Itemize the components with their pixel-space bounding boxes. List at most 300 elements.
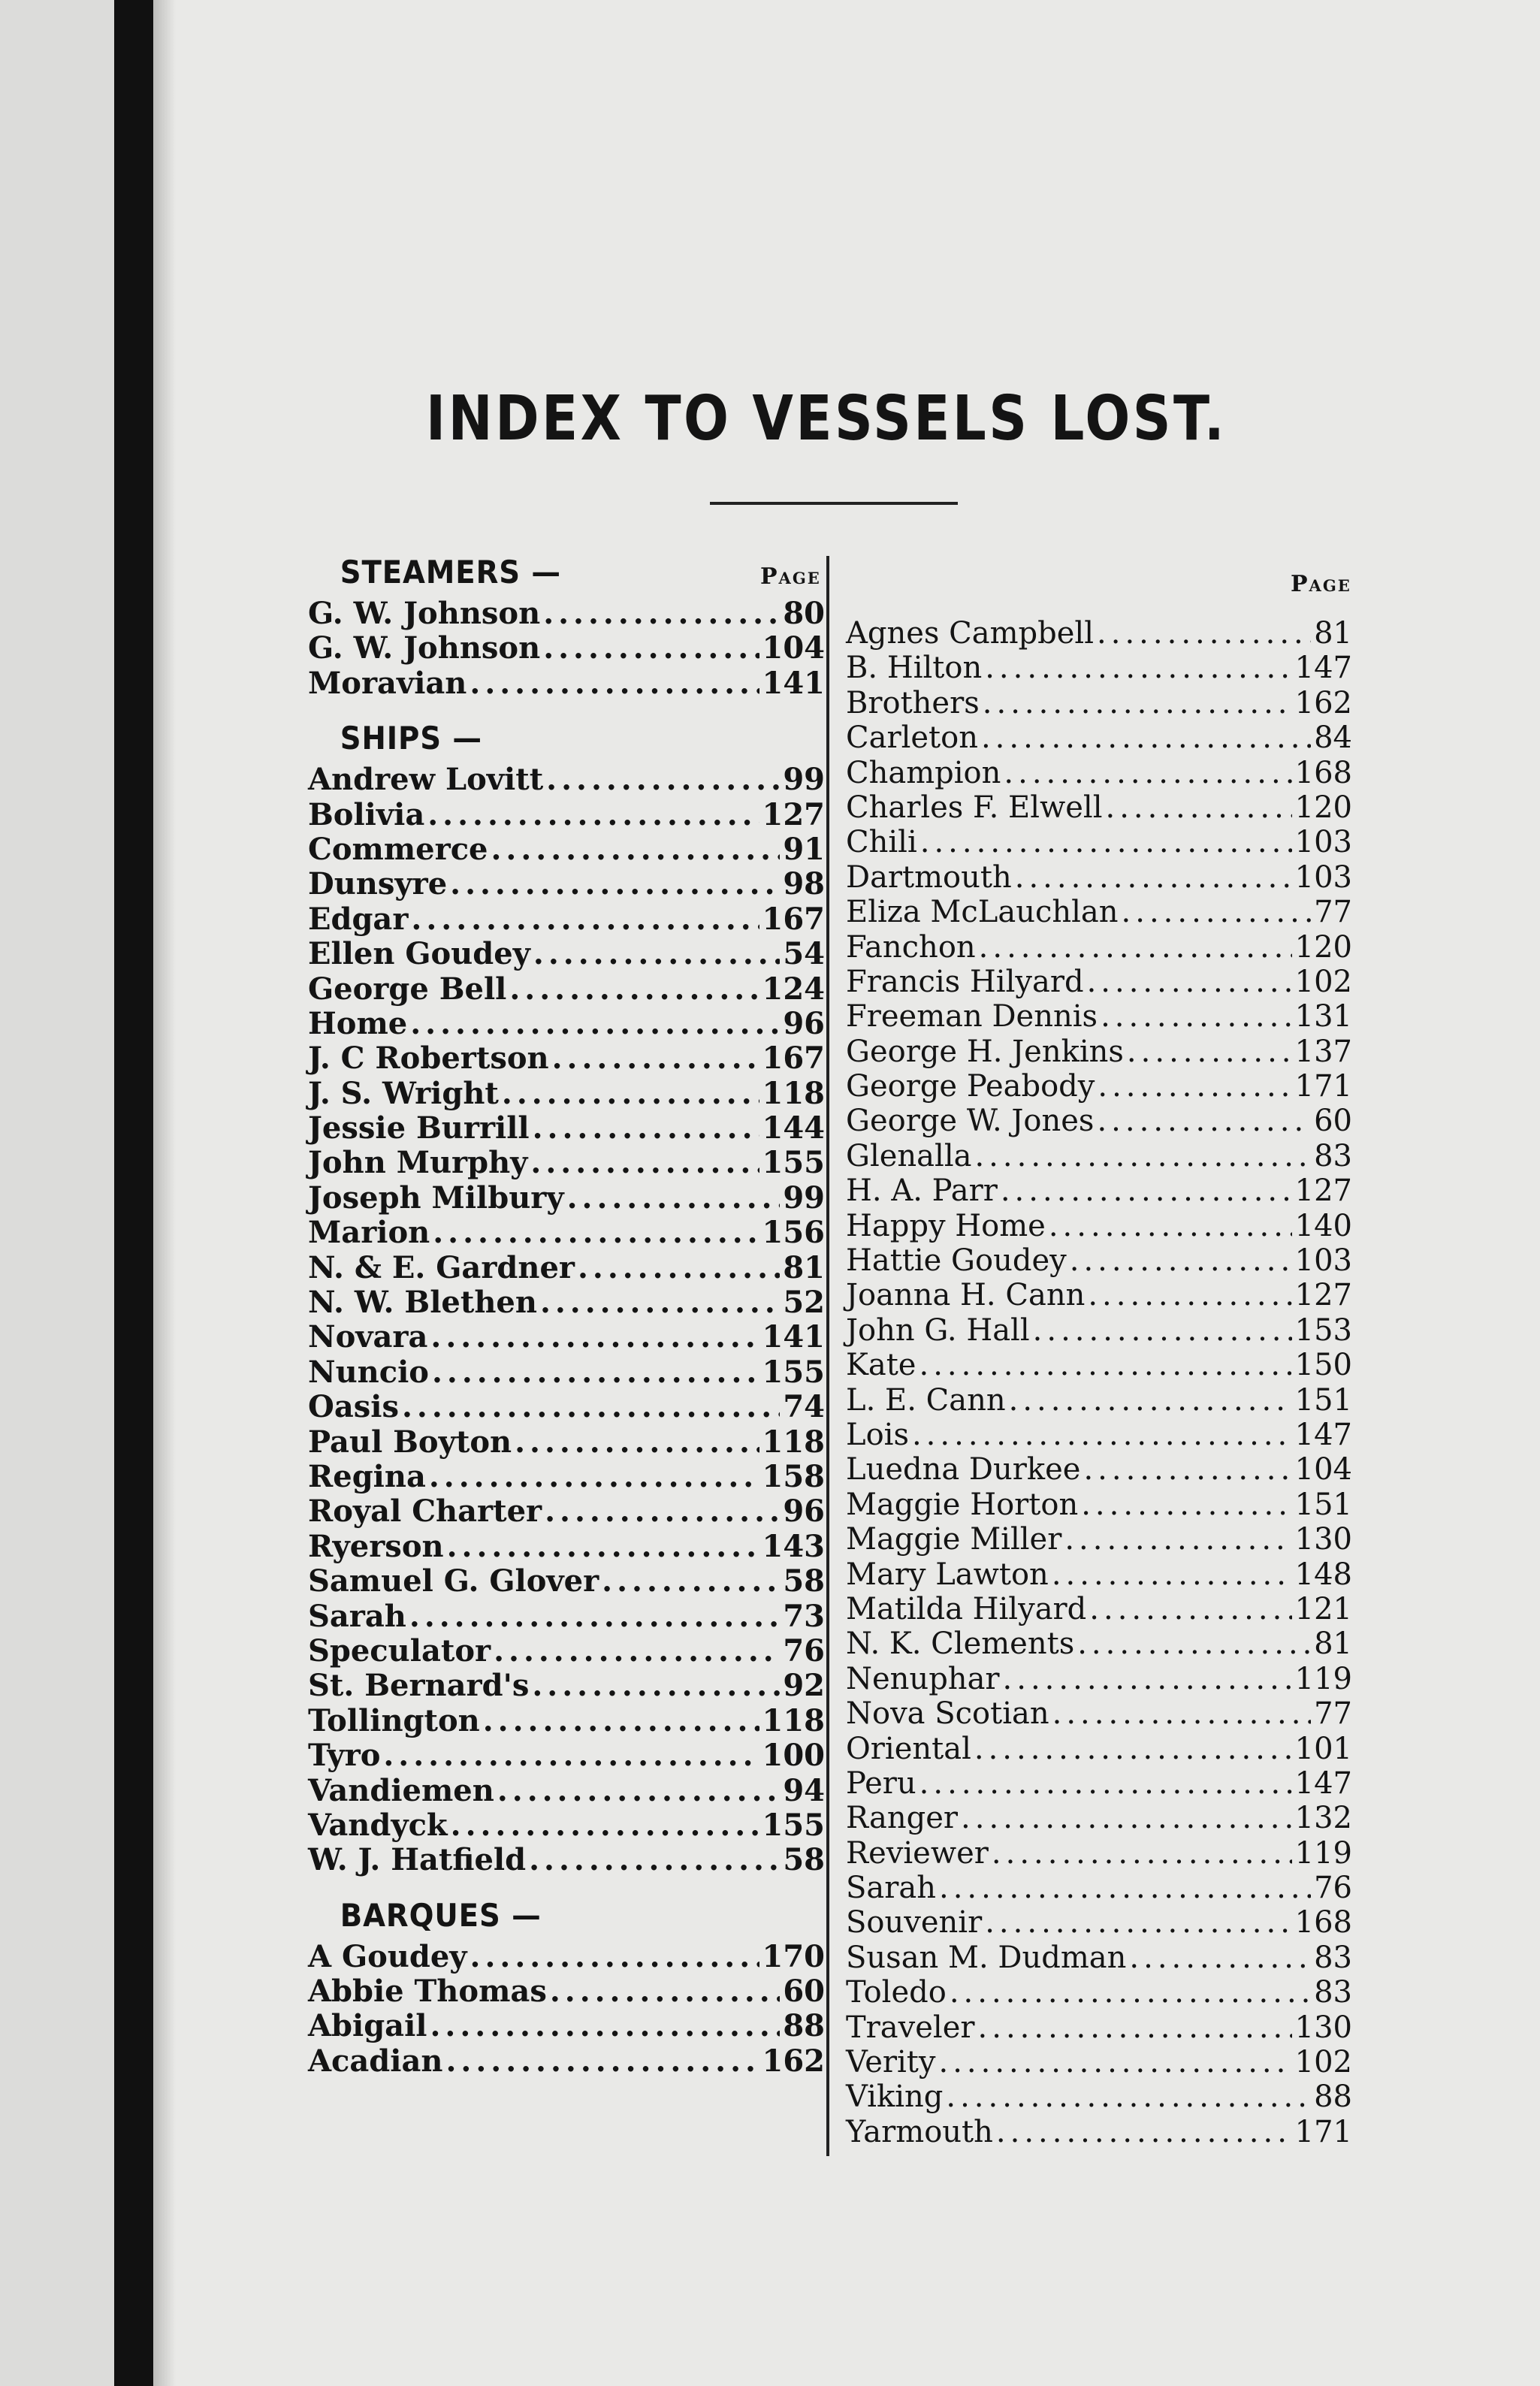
gutter-shadow — [153, 0, 176, 2386]
vessel-name: W. J. Hatfield — [308, 1842, 527, 1878]
page-number: 100 — [762, 1738, 825, 1774]
entry-list — [294, 1940, 829, 2079]
vessel-name: Nuncio — [308, 1354, 429, 1390]
dot-leader — [543, 631, 759, 666]
vessel-name: Ryerson — [308, 1528, 444, 1564]
page-number: 102 — [1294, 964, 1352, 999]
dot-leader — [483, 1704, 759, 1738]
vessel-name: G. W. Johnson — [308, 630, 541, 666]
vessel-name: Fanchon — [846, 929, 976, 965]
page-number: 171 — [1294, 1069, 1352, 1104]
dot-leader — [985, 1905, 1291, 1940]
vessel-name: Brothers — [846, 685, 980, 720]
index-entry — [832, 1592, 1357, 1626]
index-entry — [832, 930, 1357, 965]
dot-leader — [1081, 1487, 1291, 1522]
page-number: 101 — [1294, 1731, 1352, 1766]
vessel-name: Eliza McLauchlan — [846, 895, 1119, 930]
index-entry — [294, 1564, 829, 1599]
vessel-name: Freeman Dennis — [846, 999, 1098, 1034]
dot-leader — [1088, 1278, 1291, 1312]
vessel-name: Oriental — [846, 1731, 971, 1766]
page-number: 153 — [1294, 1312, 1352, 1348]
dot-leader — [552, 1041, 759, 1076]
page-number: 158 — [762, 1458, 825, 1494]
vessel-name: Souvenir — [846, 1905, 983, 1941]
index-entry — [294, 631, 829, 666]
index-entry — [294, 1077, 829, 1111]
index-entry — [294, 666, 829, 701]
page-number: 162 — [1294, 685, 1352, 720]
vessel-name: Moravian — [308, 665, 467, 701]
vessel-name: Speculator — [308, 1632, 491, 1669]
index-entry — [294, 1530, 829, 1564]
dot-leader — [1052, 1696, 1311, 1731]
dot-leader — [1009, 1383, 1292, 1418]
index-entry — [832, 616, 1357, 651]
dot-leader — [1052, 1557, 1292, 1592]
page-number: 119 — [1294, 1835, 1352, 1871]
page-number: 88 — [783, 2008, 825, 2044]
vessel-name: George Bell — [308, 971, 507, 1007]
page-number: 148 — [1294, 1557, 1352, 1592]
page-number: 94 — [783, 1772, 825, 1808]
vessel-name: Hattie Goudey — [846, 1243, 1067, 1279]
dot-leader — [1004, 756, 1291, 790]
index-entry — [294, 1940, 829, 1974]
page-number: 92 — [783, 1668, 825, 1704]
page-number: 171 — [1294, 2114, 1352, 2149]
page-number: 130 — [1294, 1522, 1352, 1557]
dot-leader — [1087, 965, 1292, 999]
page-number: 76 — [783, 1632, 825, 1669]
dot-leader — [920, 825, 1292, 859]
index-entry — [294, 1355, 829, 1390]
index-entry — [294, 1425, 829, 1460]
index-entry — [832, 1871, 1357, 1905]
page-number: 124 — [762, 971, 825, 1007]
page-number: 96 — [783, 1494, 825, 1530]
index-entry — [832, 1452, 1357, 1487]
index-entry — [832, 1732, 1357, 1766]
vessel-name: Charles F. Elwell — [846, 790, 1103, 825]
vessel-name: Vandiemen — [308, 1772, 494, 1808]
index-entry — [294, 1704, 829, 1738]
index-entry — [294, 2044, 829, 2079]
vessel-name: Abigail — [308, 2008, 427, 2044]
dot-leader — [545, 1494, 780, 1529]
vessel-name: Toledo — [846, 1975, 947, 2010]
page-number: 127 — [1294, 1278, 1352, 1313]
page-number: 83 — [1314, 1975, 1352, 2010]
index-entry — [832, 1069, 1357, 1104]
vessel-name: Abbie Thomas — [308, 1974, 547, 2010]
vessel-section — [294, 1892, 829, 2079]
index-entry — [832, 651, 1357, 685]
index-entry — [294, 763, 829, 797]
dot-leader — [451, 1808, 759, 1843]
page-number: 118 — [762, 1702, 825, 1738]
page-number: 151 — [1294, 1487, 1352, 1522]
page-number: 77 — [1314, 1696, 1352, 1732]
dot-leader — [985, 651, 1291, 685]
vessel-name: Nenuphar — [846, 1661, 1000, 1696]
right-column — [832, 616, 1357, 2149]
index-entry — [832, 720, 1357, 755]
page-number: 127 — [762, 796, 825, 832]
entry-list — [832, 616, 1357, 2149]
vessel-name: Edgar — [308, 901, 409, 937]
page-number: 147 — [1294, 1765, 1352, 1801]
vessel-name: Traveler — [846, 2010, 975, 2045]
vessel-name: Sarah — [846, 1871, 936, 1906]
page-number: 155 — [762, 1807, 825, 1843]
vessel-name: Tyro — [308, 1738, 381, 1774]
page-number: 118 — [762, 1424, 825, 1460]
vessel-name: Joseph Milbury — [308, 1179, 564, 1216]
index-entry — [832, 1696, 1357, 1731]
index-entry — [294, 937, 829, 971]
page-number: 96 — [783, 1005, 825, 1041]
index-entry — [832, 1313, 1357, 1348]
dot-leader — [1001, 1173, 1292, 1208]
index-entry — [832, 2079, 1357, 2114]
dot-leader — [602, 1564, 780, 1599]
index-entry — [294, 1494, 829, 1529]
page-number: 162 — [762, 2043, 825, 2079]
section-heading: BARQUES — — [340, 1896, 542, 1934]
index-entry — [832, 965, 1357, 999]
index-entry — [294, 832, 829, 867]
dot-leader — [1015, 860, 1292, 895]
index-entry — [832, 1348, 1357, 1382]
page-number: 99 — [783, 1179, 825, 1216]
title-rule — [710, 502, 958, 505]
vessel-name: J. C Robertson — [308, 1040, 549, 1077]
index-entry — [832, 1139, 1357, 1173]
dot-leader — [950, 1975, 1311, 2010]
index-entry — [294, 902, 829, 937]
dot-leader — [550, 1974, 780, 2009]
vessel-name: George W. Jones — [846, 1104, 1095, 1139]
index-entry — [832, 1173, 1357, 1208]
vessel-name: B. Hilton — [846, 651, 983, 686]
index-entry — [294, 798, 829, 832]
vessel-name: Vandyck — [308, 1807, 448, 1843]
index-entry — [832, 1104, 1357, 1138]
page-number: 155 — [762, 1354, 825, 1390]
vessel-section — [294, 548, 829, 701]
vessel-name: Dunsyre — [308, 866, 448, 902]
page-number: 127 — [1294, 1173, 1352, 1209]
index-entry — [832, 2010, 1357, 2045]
index-entry — [832, 1034, 1357, 1069]
dot-leader — [543, 596, 780, 631]
dot-leader — [946, 2079, 1311, 2114]
dot-leader — [530, 1146, 759, 1180]
entry-list — [294, 763, 829, 1878]
page-number: 104 — [1294, 1452, 1352, 1487]
index-entry — [832, 1383, 1357, 1418]
dot-leader — [445, 2044, 759, 2079]
page-number: 58 — [783, 1842, 825, 1878]
index-entry — [294, 1111, 829, 1146]
vessel-name: H. A. Parr — [846, 1173, 998, 1209]
dot-leader — [1098, 1069, 1291, 1104]
vessel-name: Francis Hilyard — [846, 964, 1084, 999]
vessel-name: Regina — [308, 1458, 426, 1494]
dot-leader — [1003, 1662, 1292, 1696]
page-number: 98 — [783, 866, 825, 902]
dot-leader — [992, 1836, 1292, 1871]
page-number: 54 — [783, 936, 825, 972]
vessel-name: George Peabody — [846, 1069, 1095, 1104]
page-number: 81 — [1314, 616, 1352, 651]
dot-leader — [983, 686, 1292, 720]
index-entry — [294, 1599, 829, 1634]
page-number: 120 — [1294, 790, 1352, 825]
page-number: 58 — [783, 1563, 825, 1599]
index-entry — [832, 2115, 1357, 2149]
vessel-name: G. W. Johnson — [308, 596, 541, 631]
index-entry — [832, 790, 1357, 825]
vessel-name: Luedna Durkee — [846, 1452, 1081, 1487]
binding-gutter — [114, 0, 153, 2386]
index-entry — [832, 1941, 1357, 1975]
vessel-name: Maggie Horton — [846, 1487, 1079, 1522]
dot-leader — [410, 1007, 780, 1041]
index-entry — [832, 2045, 1357, 2079]
dot-leader — [938, 2045, 1291, 2079]
dot-leader — [978, 2010, 1292, 2045]
dot-leader — [1033, 1313, 1292, 1348]
vessel-name: Glenalla — [846, 1138, 972, 1173]
dot-leader — [919, 1348, 1291, 1382]
index-entry — [832, 1418, 1357, 1452]
vessel-name: Acadian — [308, 2043, 443, 2079]
page-number: 140 — [1294, 1208, 1352, 1243]
dot-leader — [961, 1801, 1292, 1835]
page-number: 119 — [1294, 1661, 1352, 1696]
index-entry — [294, 1146, 829, 1180]
index-entry — [294, 1460, 829, 1494]
index-entry — [294, 2009, 829, 2043]
dot-leader — [919, 1766, 1292, 1801]
dot-leader — [567, 1181, 781, 1216]
dot-leader — [502, 1077, 759, 1111]
index-entry — [832, 860, 1357, 895]
page-number: 168 — [1294, 755, 1352, 790]
dot-leader — [546, 763, 780, 797]
index-entry — [832, 1801, 1357, 1835]
index-entry — [832, 1836, 1357, 1871]
vessel-name: Mary Lawton — [846, 1557, 1049, 1592]
page-number: 102 — [1294, 2045, 1352, 2080]
page-number: 147 — [1294, 651, 1352, 686]
vessel-name: Tollington — [308, 1702, 480, 1738]
page-number: 168 — [1294, 1905, 1352, 1941]
index-entry — [832, 1662, 1357, 1696]
section-heading: SHIPS — — [340, 720, 482, 757]
dot-leader — [450, 867, 780, 902]
vessel-name: Paul Boyton — [308, 1424, 512, 1460]
page-number: 150 — [1294, 1348, 1352, 1383]
dot-leader — [532, 1669, 780, 1703]
vessel-name: Maggie Miller — [846, 1522, 1062, 1557]
vessel-name: Ellen Goudey — [308, 936, 530, 972]
page-number: 137 — [1294, 1034, 1352, 1069]
dot-leader — [540, 1285, 780, 1320]
section-heading: STEAMERS — — [340, 554, 561, 590]
index-entry — [832, 1905, 1357, 1940]
dot-leader — [491, 832, 781, 867]
page-number: 120 — [1294, 929, 1352, 965]
page-number: 80 — [783, 596, 825, 631]
vessel-name: N. & E. Gardner — [308, 1249, 575, 1285]
page-number: 77 — [1314, 895, 1352, 930]
dot-leader — [383, 1738, 759, 1773]
entry-list — [294, 596, 829, 701]
page-number: 170 — [762, 1938, 825, 1974]
dot-leader — [912, 1418, 1292, 1452]
dot-leader — [1129, 1941, 1311, 1975]
index-entry — [832, 999, 1357, 1034]
vessel-name: Dartmouth — [846, 859, 1012, 895]
dot-leader — [974, 1732, 1292, 1766]
page-number: 88 — [1314, 2079, 1352, 2115]
index-entry — [294, 596, 829, 631]
vessel-name: N. K. Clements — [846, 1626, 1075, 1662]
vessel-name: Novara — [308, 1319, 428, 1355]
dot-leader — [447, 1530, 759, 1564]
page-number: 76 — [1314, 1871, 1352, 1906]
dot-leader — [1089, 1592, 1291, 1626]
left-column — [294, 548, 829, 2092]
dot-leader — [409, 1599, 780, 1634]
page-number: 141 — [762, 1319, 825, 1355]
dot-leader — [1122, 895, 1312, 929]
page-number: 52 — [783, 1285, 825, 1321]
dot-leader — [1097, 616, 1311, 651]
vessel-name: Susan M. Dudman — [846, 1940, 1127, 1975]
index-entry — [294, 1808, 829, 1843]
page-number: 103 — [1294, 859, 1352, 895]
vessel-name: Commerce — [308, 831, 488, 867]
vessel-name: L. E. Cann — [846, 1382, 1006, 1418]
index-entry — [294, 1738, 829, 1773]
index-entry — [294, 1251, 829, 1285]
index-entry — [294, 1181, 829, 1216]
dot-leader — [981, 720, 1311, 755]
vessel-name: Andrew Lovitt — [308, 762, 544, 798]
page-number: 151 — [1294, 1382, 1352, 1418]
index-entry — [832, 825, 1357, 859]
page-number: 147 — [1294, 1417, 1352, 1452]
vessel-name: Home — [308, 1005, 408, 1041]
index-entry — [832, 1209, 1357, 1243]
page-number: 130 — [1294, 2010, 1352, 2045]
dot-leader — [996, 2115, 1292, 2149]
vessel-name: Lois — [846, 1417, 909, 1452]
vessel-name: Yarmouth — [846, 2114, 993, 2149]
vessel-name: John Murphy — [308, 1145, 528, 1181]
index-entry — [832, 686, 1357, 720]
page-number: 81 — [1314, 1626, 1352, 1662]
dot-leader — [939, 1871, 1311, 1905]
vessel-name: N. W. Blethen — [308, 1285, 537, 1321]
page-number: 60 — [1314, 1104, 1352, 1139]
page-number: 132 — [1294, 1801, 1352, 1836]
page-number: 143 — [762, 1528, 825, 1564]
page-number: 131 — [1294, 999, 1352, 1034]
vessel-name: John G. Hall — [846, 1312, 1030, 1348]
index-entry — [294, 1390, 829, 1424]
index-entry — [832, 1766, 1357, 1801]
vessel-name: George H. Jenkins — [846, 1034, 1124, 1069]
dot-leader — [427, 798, 759, 832]
vessel-section — [294, 714, 829, 1878]
page-column-label-right: Page — [1291, 571, 1351, 597]
vessel-name: Carleton — [846, 720, 978, 756]
page-number: 60 — [783, 1974, 825, 2010]
page-number: 121 — [1294, 1591, 1352, 1626]
vessel-name: Verity — [846, 2045, 936, 2080]
dot-leader — [1127, 1034, 1292, 1069]
page-number: 167 — [762, 901, 825, 937]
page-number: 156 — [762, 1215, 825, 1251]
dot-leader — [432, 1355, 759, 1390]
vessel-name: Royal Charter — [308, 1494, 542, 1530]
vessel-name: Sarah — [308, 1598, 406, 1634]
dot-leader — [494, 1634, 780, 1669]
page-number: 73 — [783, 1598, 825, 1634]
vessel-name: A Goudey — [308, 1938, 467, 1974]
vessel-name: Nova Scotian — [846, 1696, 1049, 1732]
dot-leader — [430, 1320, 759, 1355]
vessel-name: Marion — [308, 1215, 430, 1251]
vessel-name: St. Bernard's — [308, 1668, 530, 1704]
vessel-name: Samuel G. Glover — [308, 1563, 599, 1599]
dot-leader — [1105, 790, 1291, 825]
dot-leader — [515, 1425, 759, 1460]
dot-leader — [429, 1460, 759, 1494]
vessel-name: Peru — [846, 1765, 916, 1801]
index-entry — [832, 1243, 1357, 1278]
vessel-name: Bolivia — [308, 796, 425, 832]
index-entry — [832, 895, 1357, 929]
dot-leader — [402, 1390, 780, 1424]
page-number: 103 — [1294, 1243, 1352, 1279]
page-number: 99 — [783, 762, 825, 798]
page-number: 74 — [783, 1389, 825, 1425]
dot-leader — [578, 1251, 780, 1285]
vessel-name: Joanna H. Cann — [846, 1278, 1086, 1313]
index-entry — [294, 1974, 829, 2009]
dot-leader — [533, 1111, 759, 1146]
page-number: 81 — [783, 1249, 825, 1285]
index-entry — [294, 972, 829, 1007]
page-number: 91 — [783, 831, 825, 867]
index-entry — [294, 1774, 829, 1808]
dot-leader — [1101, 999, 1292, 1034]
page-number: 118 — [762, 1075, 825, 1111]
dot-leader — [470, 666, 759, 701]
dot-leader — [1049, 1209, 1292, 1243]
vessel-name: Kate — [846, 1348, 916, 1383]
index-entry — [832, 1487, 1357, 1522]
index-entry — [832, 1278, 1357, 1312]
page-number: 84 — [1314, 720, 1352, 756]
